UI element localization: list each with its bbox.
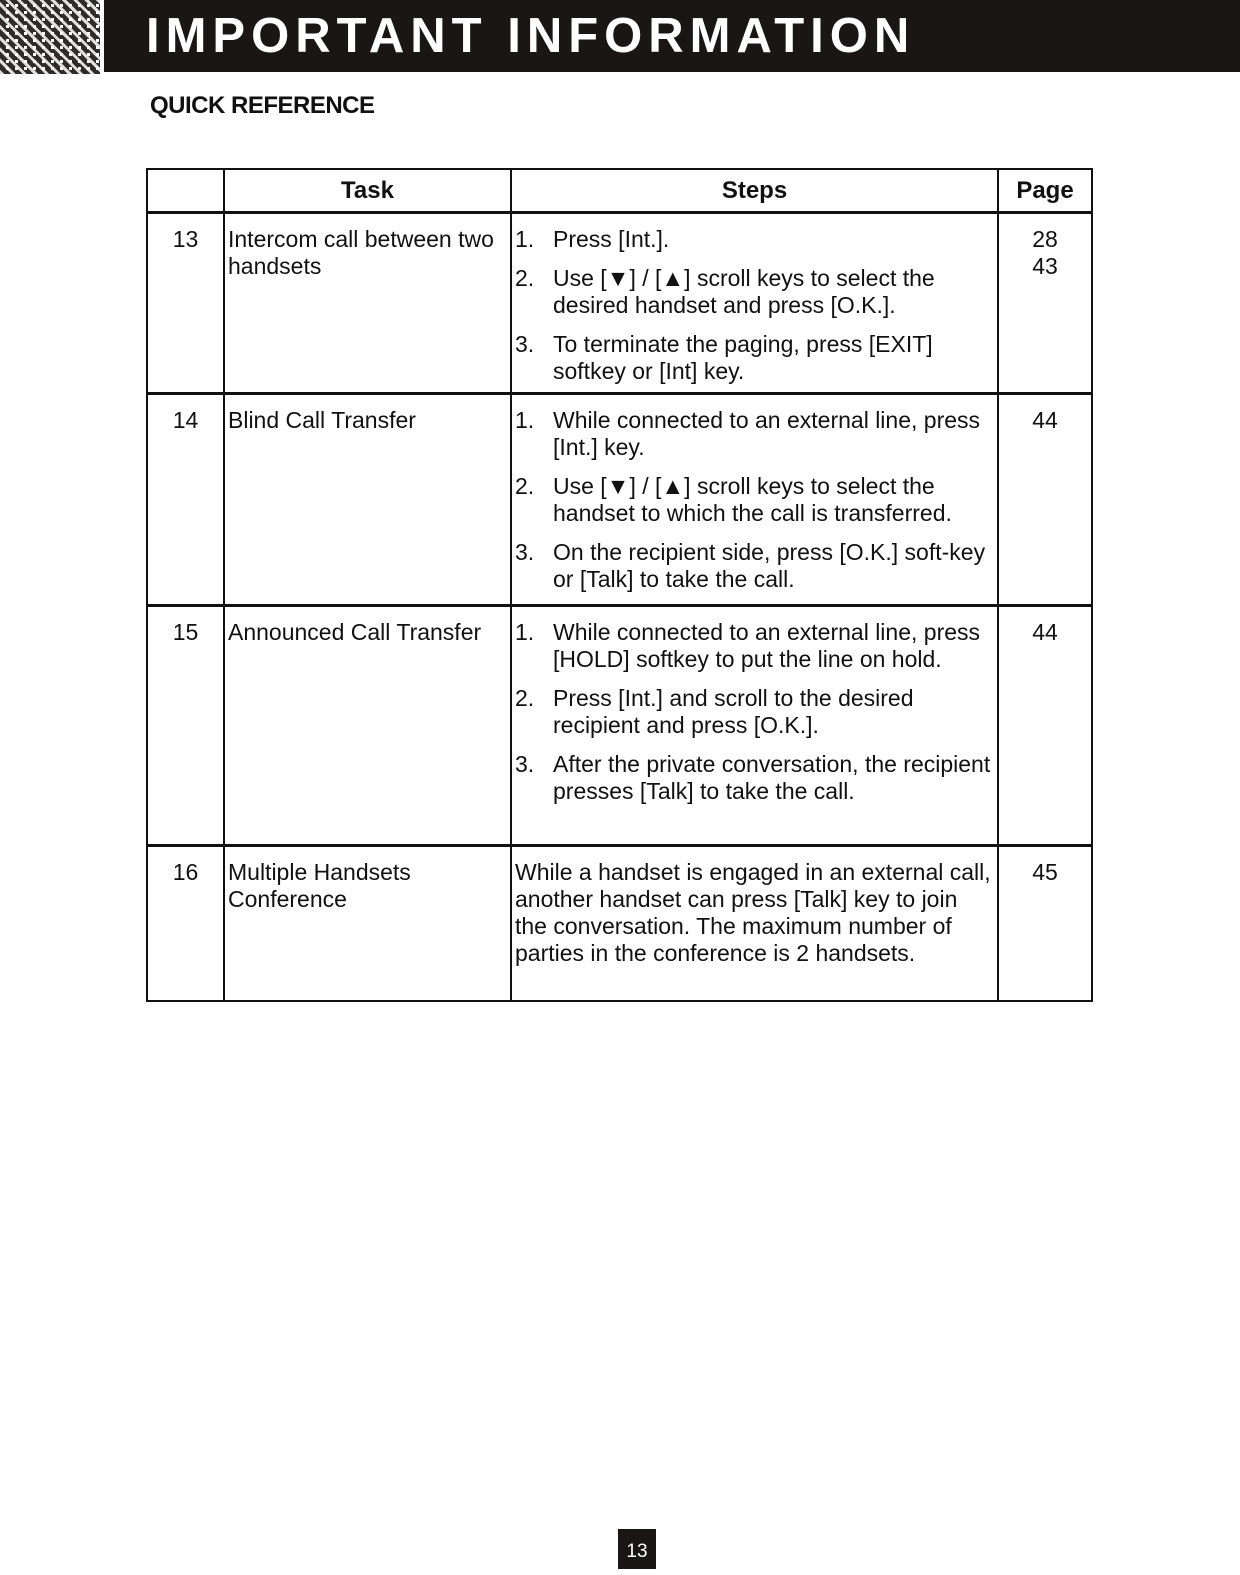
step-item — [515, 473, 995, 527]
page-ref: 43 — [1032, 253, 1058, 279]
step-number: 3. — [515, 751, 535, 777]
task-number: 14 — [147, 394, 224, 606]
step-number: 2. — [515, 265, 535, 291]
task-steps — [511, 606, 998, 846]
step-text: Press [Int.]. — [553, 226, 670, 252]
task-name: Multiple Handsets Conference — [224, 846, 511, 1001]
step-item — [515, 331, 995, 385]
step-number: 1. — [515, 226, 535, 252]
step-text: Use [▼] / [▲] scroll keys to select the desired handset and press [O.K.]. — [553, 265, 935, 318]
section-title: QUICK REFERENCE — [150, 92, 375, 119]
step-number: 2. — [515, 685, 535, 711]
task-number: 16 — [147, 846, 224, 1001]
table-row — [147, 213, 1092, 394]
step-number: 2. — [515, 473, 535, 499]
table-row — [147, 394, 1092, 606]
page-reference — [998, 213, 1092, 394]
page-number: 13 — [618, 1529, 656, 1569]
step-text: On the recipient side, press [O.K.] soft-key or [Talk] to take the call. — [553, 539, 986, 592]
step-text: To terminate the paging, press [EXIT] softkey or [Int] key. — [553, 331, 933, 384]
step-item — [515, 685, 995, 739]
task-name: Announced Call Transfer — [224, 606, 511, 846]
description-text: While a handset is engaged in an external call, another handset can press [Talk] key to join the conversation. The maximum number of parties in the conference is 2 handsets. — [515, 859, 991, 966]
step-text: After the private conversation, the recipient presses [Talk] to take the call. — [553, 751, 991, 804]
step-item — [515, 407, 995, 461]
task-description — [511, 846, 998, 1001]
task-number: 15 — [147, 606, 224, 846]
step-text: Use [▼] / [▲] scroll keys to select the handset to which the call is transferred. — [553, 473, 952, 526]
task-steps — [511, 213, 998, 394]
step-text: Press [Int.] and scroll to the desired recipient and press [O.K.]. — [553, 685, 914, 738]
step-number: 1. — [515, 619, 535, 645]
logo-pattern-icon — [0, 0, 100, 74]
step-item — [515, 265, 995, 319]
column-header-number — [147, 169, 224, 213]
page-ref: 44 — [1032, 619, 1058, 645]
quick-reference-table — [146, 168, 1093, 1002]
step-item — [515, 619, 995, 673]
page-title: IMPORTANT INFORMATION — [146, 9, 916, 63]
step-text: While connected to an external line, press [HOLD] softkey to put the line on hold. — [553, 619, 981, 672]
page-ref: 44 — [1032, 407, 1058, 433]
page-reference — [998, 846, 1092, 1001]
header-bar — [104, 0, 1240, 72]
step-item — [515, 751, 995, 805]
task-number: 13 — [147, 213, 224, 394]
column-header-task: Task — [224, 169, 511, 213]
page-ref: 45 — [1032, 859, 1058, 885]
step-number: 3. — [515, 539, 535, 565]
column-header-steps: Steps — [511, 169, 998, 213]
table-row — [147, 846, 1092, 1001]
page-ref: 28 — [1032, 226, 1058, 252]
task-steps — [511, 394, 998, 606]
page-reference — [998, 394, 1092, 606]
page-reference — [998, 606, 1092, 846]
step-number: 3. — [515, 331, 535, 357]
column-header-page: Page — [998, 169, 1092, 213]
step-text: While connected to an external line, press [Int.] key. — [553, 407, 981, 460]
table-row — [147, 606, 1092, 846]
step-number: 1. — [515, 407, 535, 433]
task-name: Intercom call between two handsets — [224, 213, 511, 394]
table-header-row — [147, 169, 1092, 213]
step-item — [515, 539, 995, 593]
step-item — [515, 226, 995, 253]
task-name: Blind Call Transfer — [224, 394, 511, 606]
